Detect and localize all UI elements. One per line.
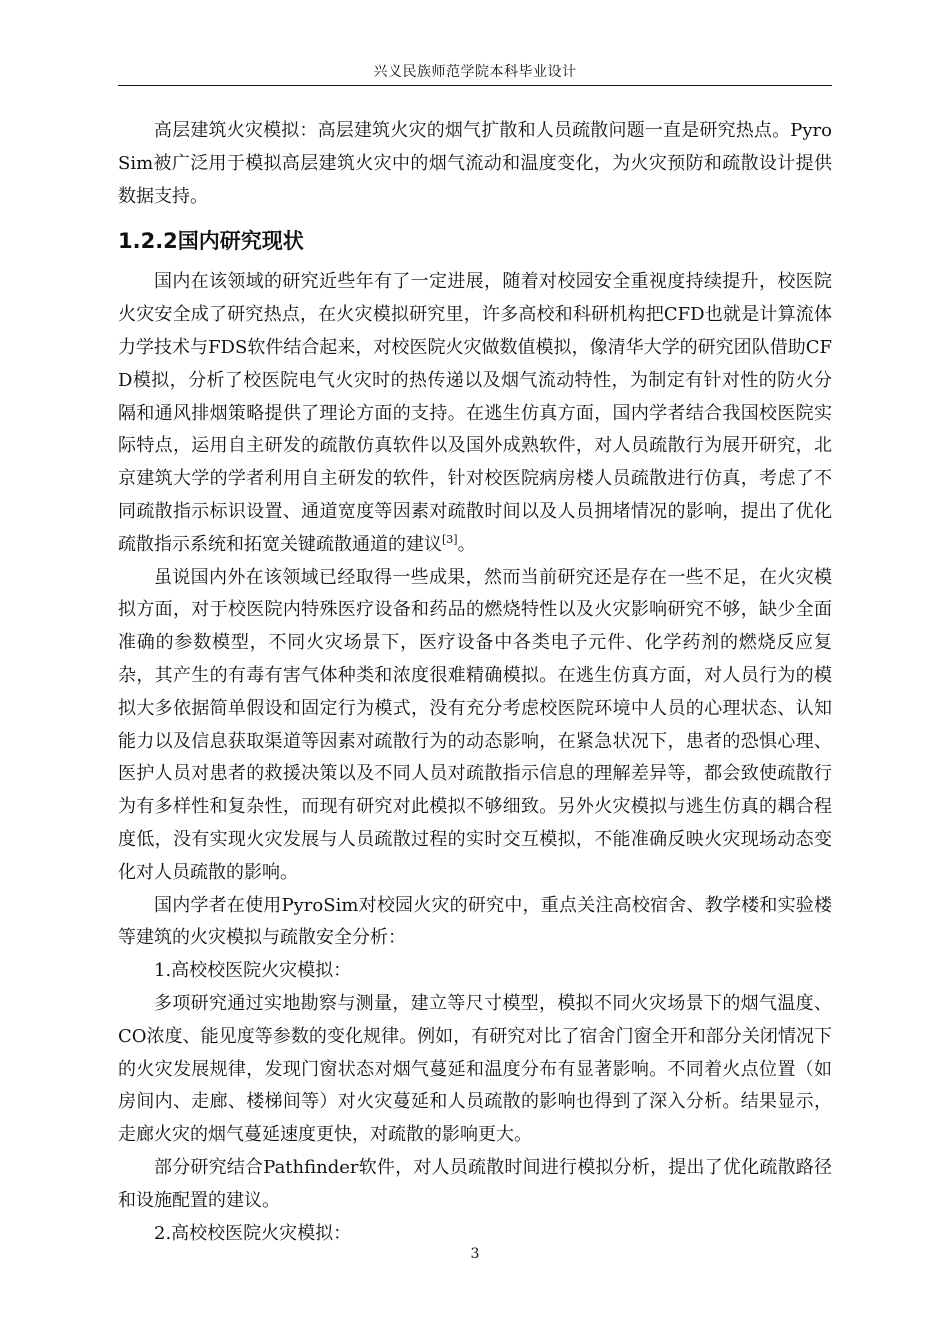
citation-ref: [3] [442,532,458,546]
list-item-1-label: 1.高校校医院火灾模拟： [154,960,352,982]
paragraph-text: 国内在该领域的研究近些年有了一定进展，随着对校园安全重视度持续提升，校医院火灾安全成了研究热点，在火灾模拟研究里，许多高校和科研机构把CFD也就是计算流体力学技术与FDS软件结合起来，对校医院火灾做数值模拟，像清华大学的研究团队借助CFD模拟，分析了校医院电气火灾时的热传递以及烟气流动特性，为制定有针对性的防火分隔和通风排烟策略提供了理论方面的支持。在逃生仿真方面，国内学者结合我国校医院实际特点，运用自主研发的疏散仿真软件以及国外成熟软件，对人员疏散行为展开研究，北京建筑大学的学者利用自主研发的软件，针对校医院病房楼人员疏散进行仿真，考虑了不同疏散指示标识设置、通道宽度等因素对疏散时间以及人员拥堵情况的影响，提出了优化疏散指示系统和拓宽关键疏散通道的建议 [118,271,832,555]
paragraph-field-survey: 多项研究通过实地勘察与测量，建立等尺寸模型，模拟不同火灾场景下的烟气温度、CO浓度、能见度等参数的变化规律。例如，有研究对比了宿舍门窗全开和部分关闭情况下的火灾发展规律，发现门窗状态对烟气蔓延和温度分布有显著影响。不同着火点位置（如房间内、走廊、楼梯间等）对火灾蔓延和人员疏散的影响也得到了深入分析。结果显示，走廊火灾的烟气蔓延速度更快，对疏散的影响更大。 [118,992,832,1146]
page-number: 3 [470,1246,480,1262]
paragraph-limitations: 虽说国内外在该领域已经取得一些成果，然而当前研究还是存在一些不足，在火灾模拟方面，对于校医院内特殊医疗设备和药品的燃烧特性以及火灾影响研究不够，缺少全面准确的参数模型，不同火灾场景下，医疗设备中各类电子元件、化学药剂的燃烧反应复杂，其产生的有毒有害气体种类和浓度很难精确模拟。在逃生仿真方面，对人员行为的模拟大多依据简单假设和固定行为模式，没有充分考虑校医院环境中人员的心理状态、认知能力以及信息获取渠道等因素对疏散行为的动态影响，在紧急状况下，患者的恐惧心理、医护人员对患者的救援决策以及不同人员对疏散指示信息的理解差异等，都会致使疏散行为有多样性和复杂性，而现有研究对此模拟不够细致。另外火灾模拟与逃生仿真的耦合程度低，没有实现火灾发展与人员疏散过程的实时交互模拟，不能准确反映火灾现场动态变化对人员疏散的影响。 [118,566,832,883]
paragraph-pathfinder: 部分研究结合Pathfinder软件，对人员疏散时间进行模拟分析，提出了优化疏散路径和设施配置的建议。 [118,1156,832,1211]
document-body [118,115,832,1250]
section-heading: 1.2.2国内研究现状 [118,229,304,254]
paragraph-text-end: 。 [457,533,476,555]
paragraph-domestic-research [118,266,832,561]
paragraph-high-rise-fire: 高层建筑火灾模拟：高层建筑火灾的烟气扩散和人员疏散问题一直是研究热点。PyroSim被广泛用于模拟高层建筑火灾中的烟气流动和温度变化，为火灾预防和疏散设计提供数据支持。 [118,120,832,207]
header-rule [118,85,832,86]
page-header-title: 兴义民族师范学院本科毕业设计 [373,64,577,80]
paragraph-pyrosim-campus: 国内学者在使用PyroSim对校园火灾的研究中，重点关注高校宿舍、教学楼和实验楼等建筑的火灾模拟与疏散安全分析： [118,894,832,949]
list-item-2-label: 2.高校校医院火灾模拟： [154,1222,352,1244]
